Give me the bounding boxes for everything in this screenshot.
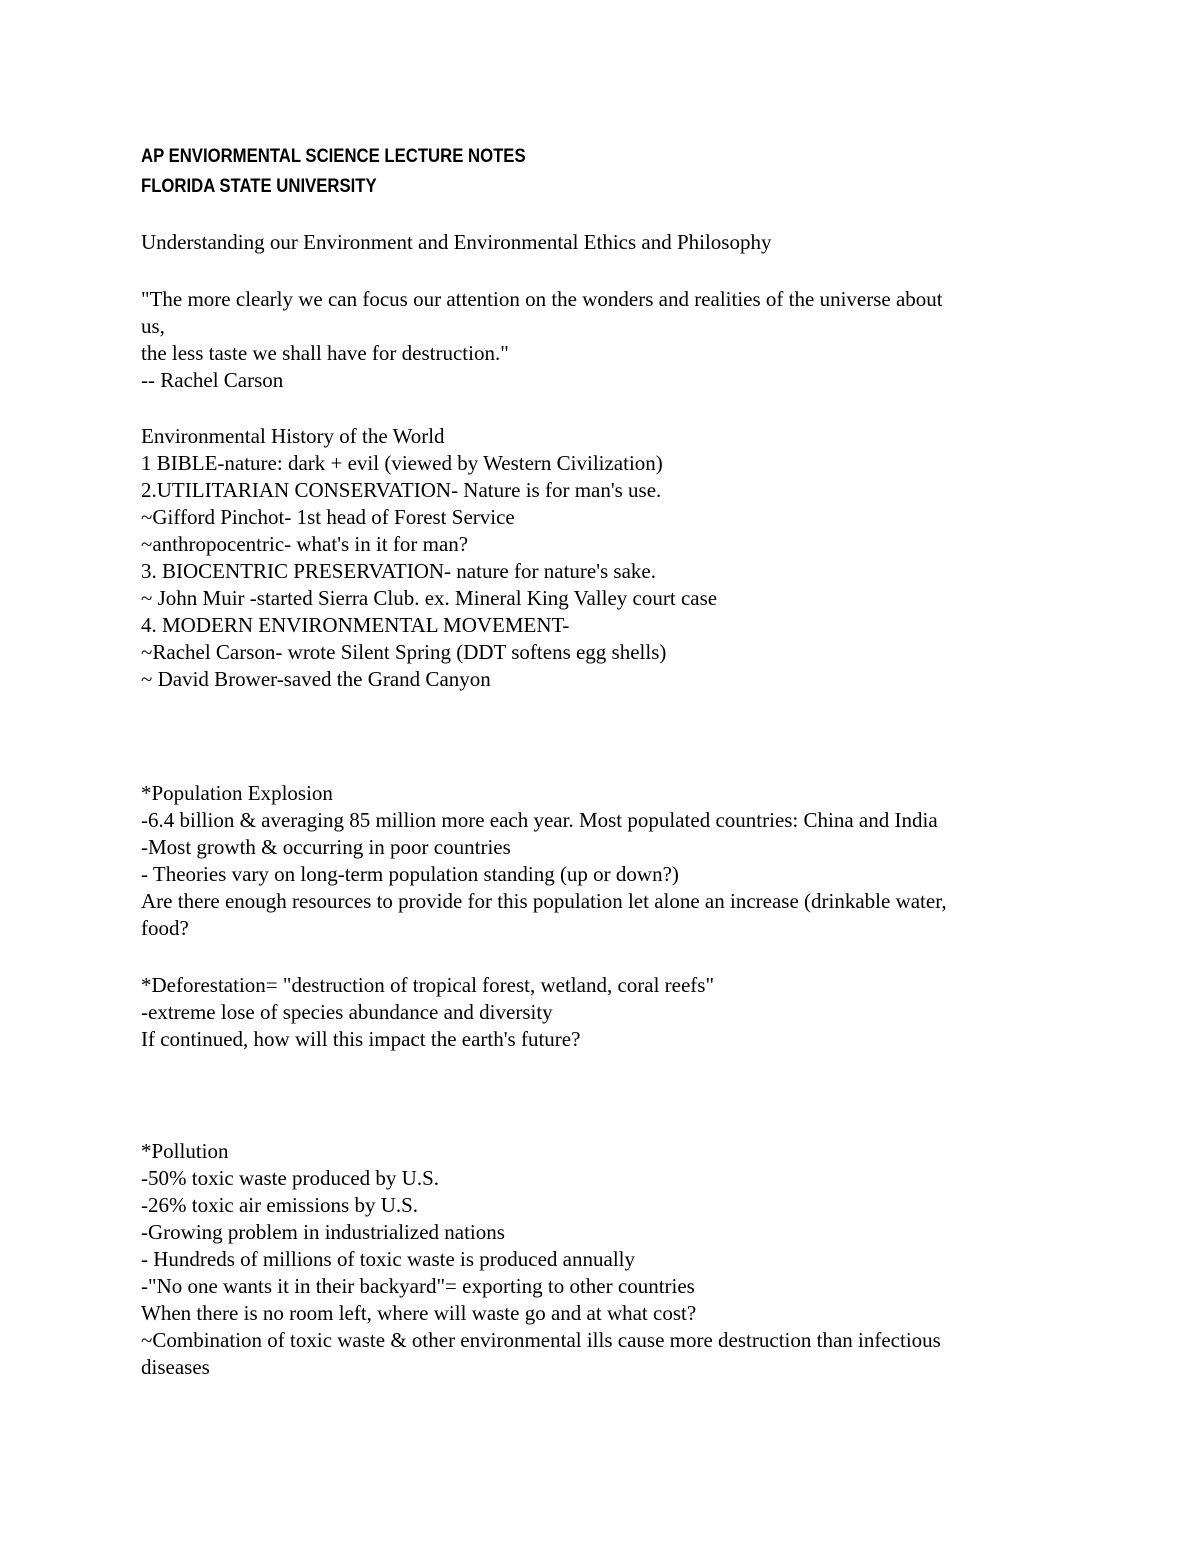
population-line: food? <box>141 916 189 940</box>
pollution-line: -Growing problem in industrialized nations <box>141 1220 505 1244</box>
quote-line: us, <box>141 314 165 338</box>
history-line: ~ David Brower-saved the Grand Canyon <box>141 667 491 691</box>
quote-line: "The more clearly we can focus our attention on the wonders and realities of the universe about <box>141 287 943 311</box>
history-line: 3. BIOCENTRIC PRESERVATION- nature for nature's sake. <box>141 559 656 583</box>
deforestation-line: -extreme lose of species abundance and diversity <box>141 1000 553 1024</box>
history-line: 1 BIBLE-nature: dark + evil (viewed by Western Civilization) <box>141 451 663 475</box>
deforestation-heading: *Deforestation= "destruction of tropical forest, wetland, coral reefs" <box>141 973 715 997</box>
pollution-line: ~Combination of toxic waste & other environmental ills cause more destruction than infectious <box>141 1328 941 1352</box>
quote-attribution: -- Rachel Carson <box>141 368 284 392</box>
institution-name: FLORIDA STATE UNIVERSITY <box>141 176 377 197</box>
document-subtitle: Understanding our Environment and Environmental Ethics and Philosophy <box>141 230 772 254</box>
history-heading: Environmental History of the World <box>141 424 445 448</box>
pollution-line: - Hundreds of millions of toxic waste is produced annually <box>141 1247 635 1271</box>
history-line: 2.UTILITARIAN CONSERVATION- Nature is for man's use. <box>141 478 662 502</box>
history-line: ~ John Muir -started Sierra Club. ex. Mineral King Valley court case <box>141 586 718 610</box>
pollution-line: -50% toxic waste produced by U.S. <box>141 1166 440 1190</box>
history-line: ~Gifford Pinchot- 1st head of Forest Service <box>141 505 515 529</box>
population-line: - Theories vary on long-term population standing (up or down?) <box>141 862 679 886</box>
history-line: 4. MODERN ENVIRONMENTAL MOVEMENT- <box>141 613 570 637</box>
population-line: Are there enough resources to provide for this population let alone an increase (drinkable water, <box>141 889 947 913</box>
quote-line: the less taste we shall have for destruction." <box>141 341 509 365</box>
history-line: ~Rachel Carson- wrote Silent Spring (DDT softens egg shells) <box>141 640 667 664</box>
pollution-line: diseases <box>141 1355 210 1379</box>
history-line: ~anthropocentric- what's in it for man? <box>141 532 469 556</box>
pollution-line: When there is no room left, where will waste go and at what cost? <box>141 1301 697 1325</box>
pollution-line: -"No one wants it in their backyard"= exporting to other countries <box>141 1274 695 1298</box>
population-heading: *Population Explosion <box>141 781 333 805</box>
pollution-line: -26% toxic air emissions by U.S. <box>141 1193 419 1217</box>
population-line: -Most growth & occurring in poor countries <box>141 835 511 859</box>
pollution-heading: *Pollution <box>141 1139 229 1163</box>
document-title: AP ENVIORMENTAL SCIENCE LECTURE NOTES <box>141 146 526 167</box>
deforestation-line: If continued, how will this impact the earth's future? <box>141 1027 581 1051</box>
population-line: -6.4 billion & averaging 85 million more each year. Most populated countries: China and India <box>141 808 938 832</box>
